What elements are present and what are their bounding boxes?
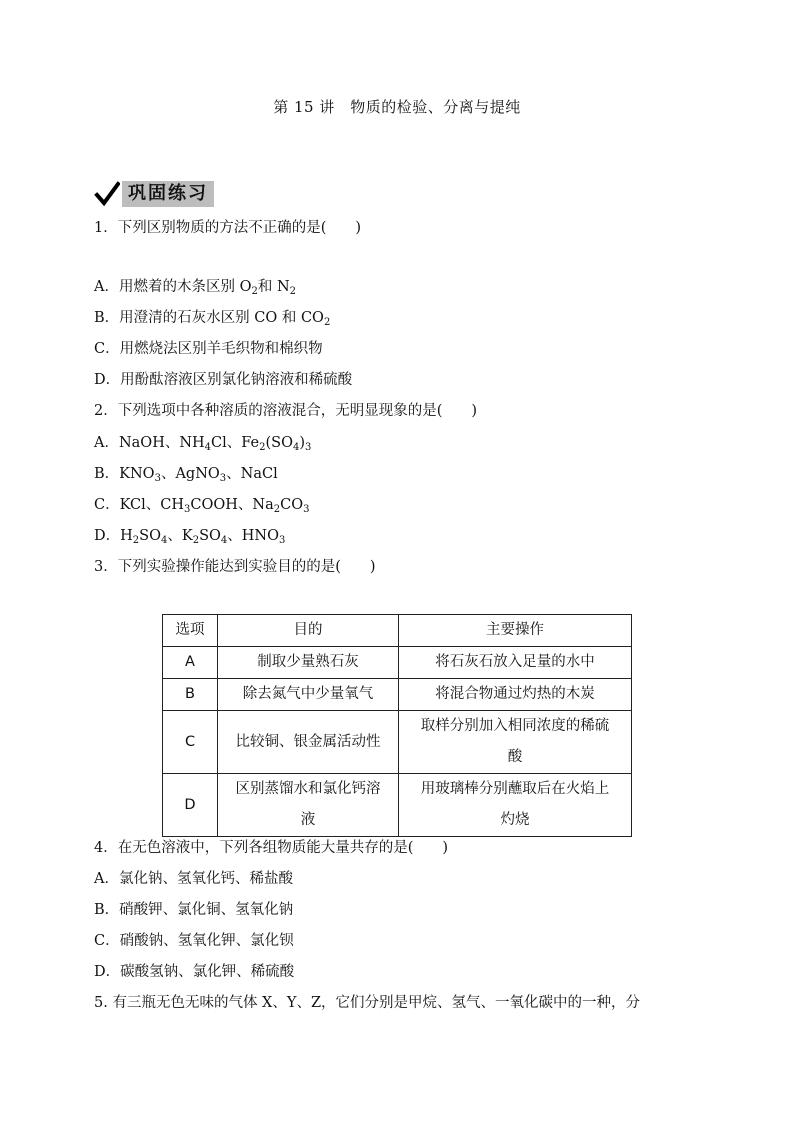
table-cell-option: D — [163, 774, 218, 837]
table-cell-operation: 将石灰石放入足量的水中 — [399, 647, 632, 679]
table-header-cell: 选项 — [163, 615, 218, 647]
table-cell-operation: 将混合物通过灼热的木炭 — [399, 679, 632, 711]
table-cell-option: C — [163, 711, 218, 774]
question-1-stem: 1．下列区别物质的方法不正确的是( ) — [94, 220, 362, 236]
question-2-option-a: A．NaOH、$NH_4Cl$、$Fe_2(SO_4)_3$ — [94, 435, 312, 453]
table-row — [163, 679, 632, 711]
table-header-row — [163, 615, 632, 647]
question-1-option-a: A．用燃着的木条区别 $O_2$和 $N_2$ — [94, 279, 297, 297]
question-2-option-d: D．$H_2SO_4$、$K_2SO_4$、$HNO_3$ — [94, 528, 286, 546]
table-row — [163, 647, 632, 679]
table-cell-option: B — [163, 679, 218, 711]
experiment-table — [162, 614, 632, 837]
question-1-option-b: B．用澄清的石灰水区别 CO 和 $CO_2$ — [94, 310, 331, 328]
question-1-option-c: C．用燃烧法区别羊毛织物和棉织物 — [94, 341, 323, 357]
table-cell-goal: 比较铜、银金属活动性 — [218, 711, 399, 774]
question-5-stem: 5. 有三瓶无色无味的气体 X、Y、Z，它们分别是甲烷、氢气、一氧化碳中的一种，分 — [94, 995, 641, 1011]
question-2-option-b: B．$KNO_3$、AgNO$_3$、NaCl — [94, 466, 278, 484]
table-header-cell: 目的 — [218, 615, 399, 647]
table-header-cell: 主要操作 — [399, 615, 632, 647]
question-4-option-d: D．碳酸氢钠、氯化钾、稀硫酸 — [94, 964, 295, 980]
question-4-stem: 4．在无色溶液中，下列各组物质能大量共存的是( ) — [94, 840, 449, 856]
table-cell-goal: 区别蒸馏水和氯化钙溶 液 — [218, 774, 399, 837]
page-title: 第 15 讲 物质的检验、分离与提纯 — [273, 98, 521, 116]
table-cell-operation: 用玻璃棒分别蘸取后在火焰上 灼烧 — [399, 774, 632, 837]
question-4-option-c: C．硝酸钠、氢氧化钾、氯化钡 — [94, 933, 294, 949]
table-cell-goal: 制取少量熟石灰 — [218, 647, 399, 679]
question-1-option-d: D．用酚酞溶液区别氯化钠溶液和稀硫酸 — [94, 372, 353, 388]
table-cell-option: A — [163, 647, 218, 679]
table-row — [163, 711, 632, 774]
section-header — [94, 180, 214, 208]
table-row — [163, 774, 632, 837]
question-2-option-c: C．KCl、$CH_3COOH$、$Na_2CO_3$ — [94, 497, 310, 515]
section-label: 巩固练习 — [122, 181, 214, 207]
question-4-option-b: B．硝酸钾、氯化铜、氢氧化钠 — [94, 902, 294, 918]
check-icon — [94, 181, 120, 207]
question-2-stem: 2．下列选项中各种溶质的溶液混合，无明显现象的是( ) — [94, 403, 478, 419]
question-3-stem: 3．下列实验操作能达到实验目的的是( ) — [94, 559, 376, 575]
table-cell-goal: 除去氮气中少量氧气 — [218, 679, 399, 711]
table-cell-operation: 取样分别加入相同浓度的稀硫 酸 — [399, 711, 632, 774]
question-4-option-a: A．氯化钠、氢氧化钙、稀盐酸 — [94, 871, 293, 887]
